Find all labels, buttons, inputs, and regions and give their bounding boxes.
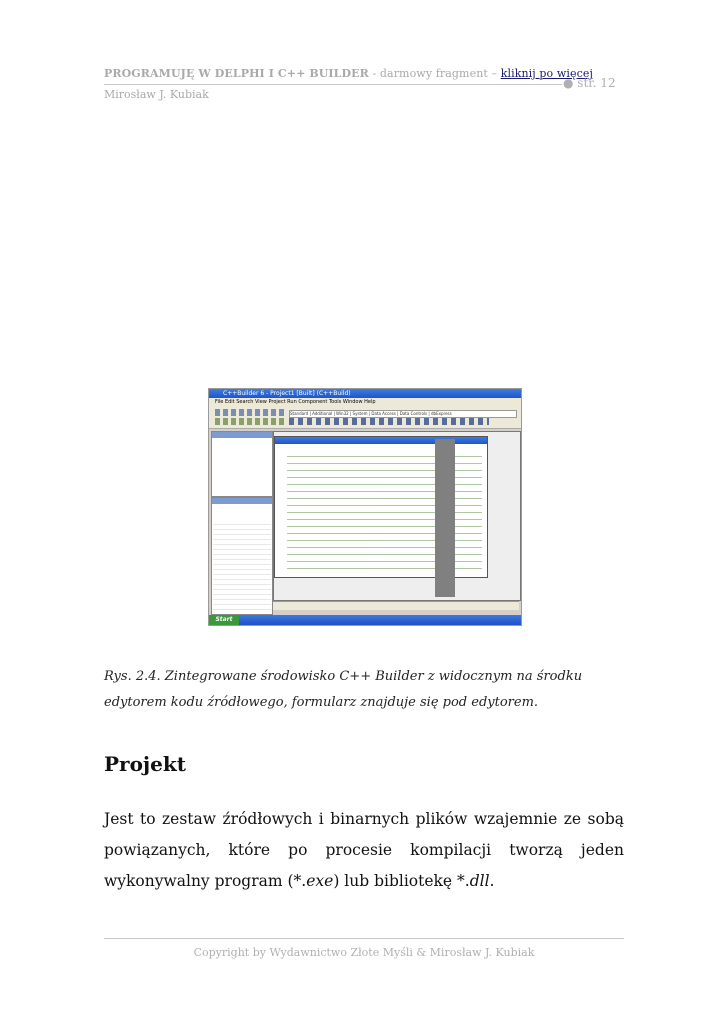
dll-extension: dll	[469, 872, 490, 890]
more-link[interactable]: kliknij po więcej	[500, 67, 593, 80]
body-end: .	[489, 872, 495, 890]
ide-screenshot	[208, 388, 522, 626]
figure-caption	[104, 664, 624, 716]
footer-copyright: Copyright by Wydawnictwo Złote Myśli & Mirosław J. Kubiak	[193, 946, 535, 959]
grey-panel	[435, 439, 455, 597]
component-palette-tabs: Standard | Additional | Win32 | System | Data Access | Data Controls | dbExpress	[289, 410, 517, 418]
page-number: ● str. 12	[563, 76, 616, 90]
fragment-label: darmowy fragment	[379, 67, 488, 80]
ide-menubar: File Edit Search View Project Run Component Tools Window Help	[209, 398, 521, 406]
toolbar-buttons-row2	[215, 418, 285, 425]
header-title	[104, 67, 593, 80]
windows-taskbar	[209, 615, 521, 625]
book-title: PROGRAMUJĘ W DELPHI I C++ BUILDER	[104, 67, 369, 80]
code-editor	[274, 436, 488, 578]
body-part-2: ) lub bibliotekę *.	[333, 872, 470, 890]
start-button: Start	[209, 615, 239, 625]
section-body	[104, 804, 624, 897]
object-inspector	[211, 497, 273, 615]
caption-line-1: Rys. 2.4. Zintegrowane środowisko C++ Builder z widocznym na środku	[104, 669, 583, 684]
toolbar-buttons	[215, 409, 285, 416]
ide-titlebar: C++Builder 6 - Project1 [Built] (C++Build)	[209, 389, 521, 398]
body-part-1: Jest to zestaw źródłowych i binarnych plików wzajemnie ze sobą powiązanych, które po procesie kompilacji tworzą jeden wykonywalny program (*.	[104, 810, 624, 890]
object-treeview	[211, 431, 273, 497]
header-divider	[104, 84, 562, 85]
link-separator: –	[487, 67, 501, 80]
header-author: Mirosław J. Kubiak	[104, 88, 209, 101]
ide-statusbar	[273, 601, 519, 610]
title-separator: -	[368, 67, 380, 80]
footer-divider	[104, 938, 624, 939]
component-palette-icons	[289, 418, 489, 425]
caption-line-2: edytorem kodu źródłowego, formularz znajduje się pod edytorem.	[104, 695, 539, 710]
section-heading: Projekt	[104, 752, 186, 776]
exe-extension: exe	[306, 872, 334, 890]
ide-toolbar	[209, 406, 521, 429]
form-designer	[273, 431, 521, 601]
